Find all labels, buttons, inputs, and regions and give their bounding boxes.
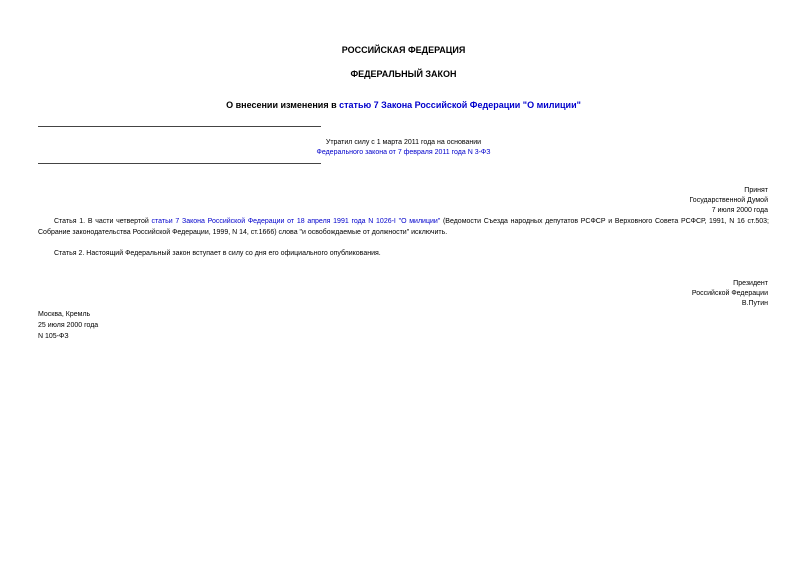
signature-title: Президент bbox=[733, 280, 768, 287]
divider-bottom bbox=[38, 163, 321, 164]
country-heading: РОССИЙСКАЯ ФЕДЕРАЦИЯ bbox=[341, 45, 466, 55]
signature-name: В.Путин bbox=[741, 300, 768, 307]
adoption-accepted: Принят bbox=[744, 187, 768, 194]
adoption-date: 7 июля 2000 года bbox=[711, 207, 768, 214]
divider-top bbox=[38, 126, 321, 127]
status-note-text: Утратил силу с 1 марта 2011 года на основании bbox=[325, 139, 482, 146]
signing-date: 25 июля 2000 года bbox=[38, 322, 99, 329]
article-7-link[interactable]: статью 7 Закона Российской Федерации "О милиции" bbox=[339, 100, 581, 110]
adoption-body: Государственной Думой bbox=[689, 197, 768, 204]
place-date-block bbox=[38, 309, 98, 342]
signature-block bbox=[692, 279, 768, 309]
repeal-law-link[interactable]: Федерального закона от 7 февраля 2011 года N 3-ФЗ bbox=[316, 149, 491, 156]
article-2 bbox=[38, 248, 769, 259]
law-title bbox=[0, 100, 807, 110]
law-type-heading: ФЕДЕРАЛЬНЫЙ ЗАКОН bbox=[350, 69, 457, 79]
law-title-prefix: О внесении изменения в bbox=[226, 100, 340, 110]
signing-place: Москва, Кремль bbox=[38, 311, 91, 318]
article-1-prefix: Статья 1. В части четвертой bbox=[54, 218, 152, 225]
article-7-law-link[interactable]: статьи 7 Закона Российской Федерации от 18 апреля 1991 года N 1026-I "О милиции" bbox=[151, 218, 441, 225]
article-2-text: Статья 2. Настоящий Федеральный закон вступает в силу со дня его официального опубликования. bbox=[54, 250, 381, 257]
status-note bbox=[0, 138, 807, 158]
article-1-suffix: (Ведомости Съезда народных депутатов РСФСР и Верховного Совета РСФСР, 1991, N 16 ст.503; Собрание законодательства Российской Федерации, 1999, N 14, ст.1666) слова "и освобождаемые от должности" исключить. bbox=[38, 218, 769, 236]
law-number: N 105-ФЗ bbox=[38, 333, 69, 340]
adoption-block bbox=[689, 186, 768, 216]
article-1 bbox=[38, 216, 769, 238]
signature-country: Российской Федерации bbox=[691, 290, 768, 297]
